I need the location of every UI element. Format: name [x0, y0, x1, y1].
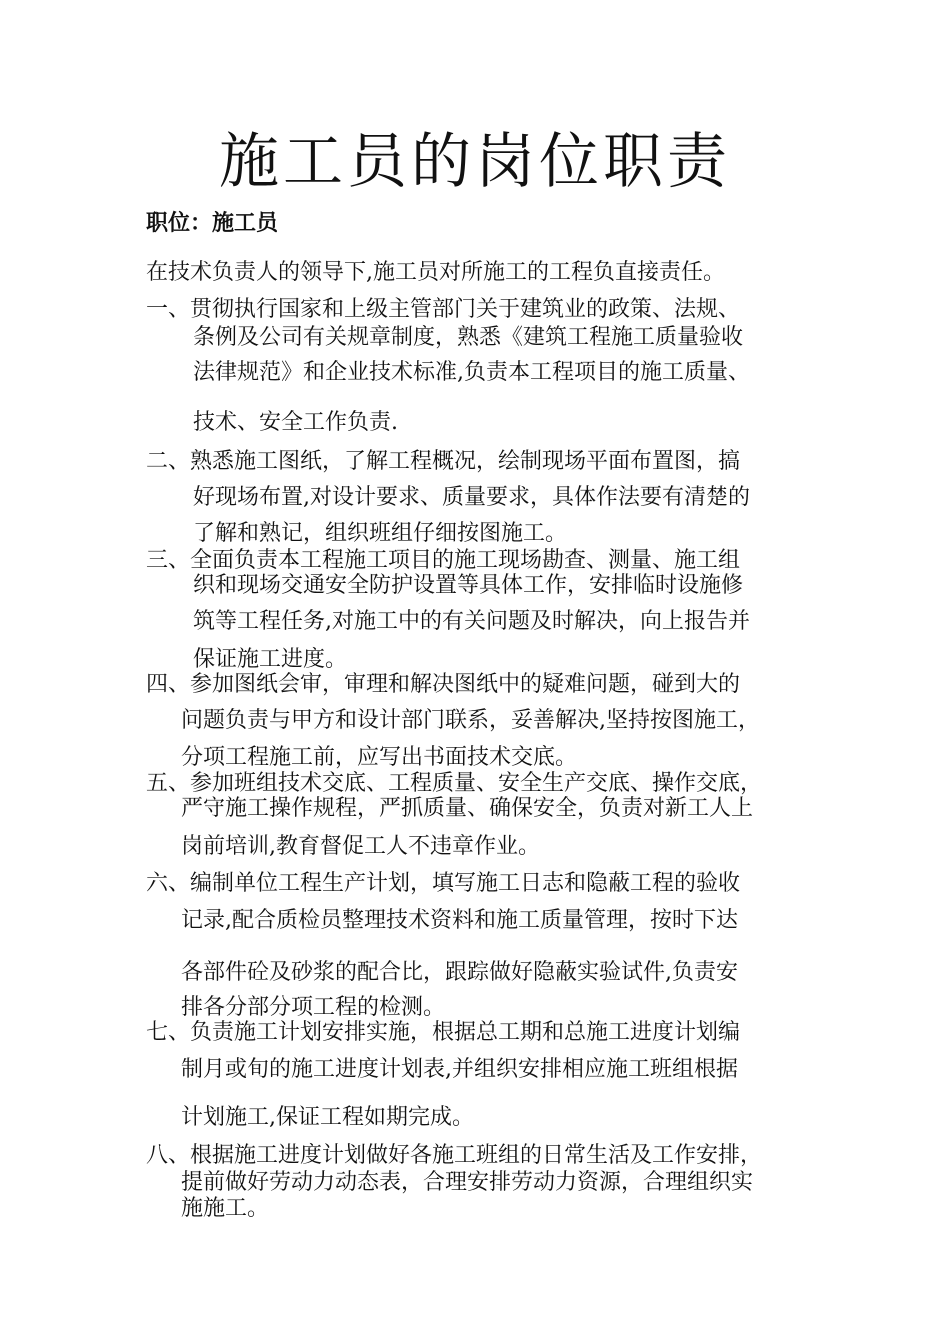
page-title: 施工员的岗位职责	[219, 127, 731, 197]
duty-item-3-line-4: 保证施工进度。	[193, 647, 348, 672]
duty-item-6-line-4: 排各分部分项工程的检测。	[181, 995, 446, 1020]
duty-item-5-line-1: 五、参加班组技术交底、工程质量、安全生产交底、操作交底，	[146, 771, 763, 796]
duty-item-6-line-1: 六、编制单位工程生产计划，填写施工日志和隐蔽工程的验收	[146, 871, 741, 896]
duty-item-8-line-1: 八、根据施工进度计划做好各施工班组的日常生活及工作安排，	[146, 1143, 763, 1168]
position-label: 职位：施工员	[146, 210, 279, 236]
duty-item-1-line-4: 技术、安全工作负责.	[193, 410, 398, 435]
duty-item-7-line-3: 计划施工,保证工程如期完成。	[181, 1105, 474, 1130]
duty-item-1-line-2: 条例及公司有关规章制度，熟悉《建筑工程施工质量验收	[193, 325, 744, 350]
duty-item-3-line-2: 织和现场交通安全防护设置等具体工作，安排临时设施修	[193, 573, 744, 598]
duty-item-8-line-2: 提前做好劳动力动态表，合理安排劳动力资源，合理组织实	[181, 1170, 754, 1195]
duty-item-5-line-2: 严守施工操作规程，严抓质量、确保安全，负责对新工人上	[181, 796, 754, 821]
duty-item-4-line-1: 四、参加图纸会审，审理和解决图纸中的疑难问题，碰到大的	[146, 672, 741, 697]
duty-item-6-line-2: 记录,配合质检员整理技术资料和施工质量管理，按时下达	[181, 908, 738, 933]
duty-item-7-line-2: 制月或旬的施工进度计划表,并组织安排相应施工班组根据	[181, 1057, 738, 1082]
duty-item-5-line-3: 岗前培训,教育督促工人不违章作业。	[181, 834, 540, 859]
duty-item-4-line-2: 问题负责与甲方和设计部门联系，妥善解决,坚持按图施工，	[181, 708, 760, 733]
duty-item-8-line-3: 施施工。	[181, 1196, 270, 1221]
duty-item-2-line-3: 了解和熟记，组织班组仔细按图施工。	[193, 521, 568, 546]
duty-item-4-line-3: 分项工程施工前，应写出书面技术交底。	[181, 745, 578, 770]
duty-item-1-line-3: 法律规范》和企业技术标准,负责本工程项目的施工质量、	[193, 360, 750, 385]
duty-item-3-line-3: 筑等工程任务,对施工中的有关问题及时解决，向上报告并	[193, 609, 750, 634]
duty-item-6-line-3: 各部件砼及砂浆的配合比，跟踪做好隐蔽实验试件,负责安	[181, 960, 738, 985]
duty-item-7-line-1: 七、负责施工计划安排实施，根据总工期和总施工进度计划编	[146, 1020, 741, 1045]
duty-item-3-line-1: 三、全面负责本工程施工项目的施工现场勘查、测量、施工组	[146, 548, 741, 573]
intro-paragraph: 在技术负责人的领导下,施工员对所施工的工程负直接责任。	[146, 260, 725, 285]
duty-item-2-line-2: 好现场布置,对设计要求、质量要求，具体作法要有清楚的	[193, 485, 750, 510]
duty-item-2-line-1: 二、熟悉施工图纸，了解工程概况，绘制现场平面布置图，搞	[146, 449, 741, 474]
duty-item-1-line-1: 一、贯彻执行国家和上级主管部门关于建筑业的政策、法规、	[146, 297, 741, 322]
